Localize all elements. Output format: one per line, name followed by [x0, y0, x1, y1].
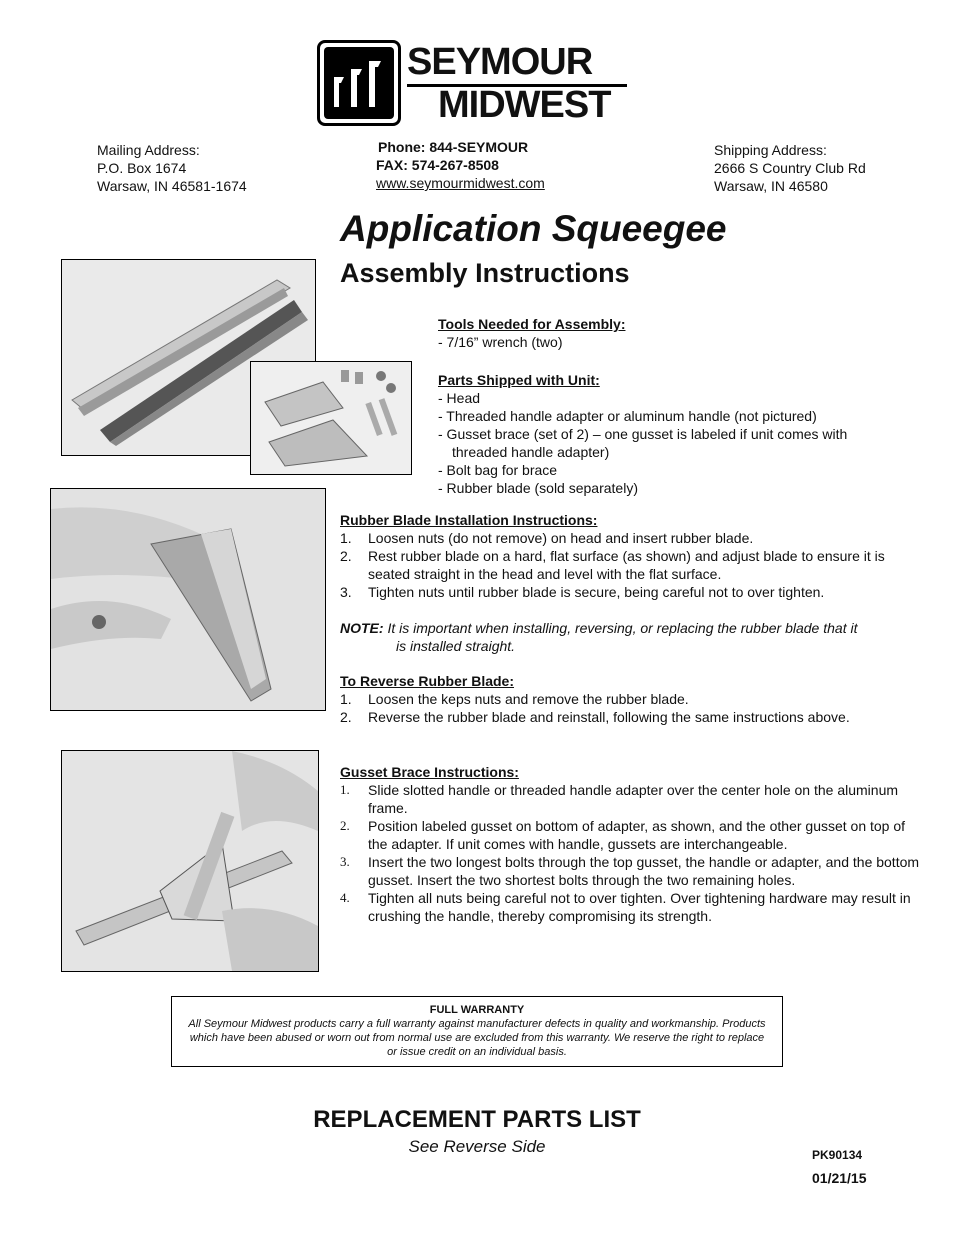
step-number: 2. [340, 709, 352, 725]
warranty-box [171, 996, 783, 1067]
reverse-section [340, 672, 924, 726]
website-link[interactable]: www.seymourmidwest.com [376, 175, 545, 191]
warranty-body: All Seymour Midwest products carry a full warranty against manufacturer defects in quality and workmanship. Products which have been abused or worn out from normal use are excluded from this warranty. We reserve the right to replace or issue credit on an individual basis. [188, 1018, 766, 1058]
replacement-heading: REPLACEMENT PARTS LIST [313, 1106, 641, 1133]
page-subtitle: Assembly Instructions [340, 258, 630, 288]
parts-item: - Gusset brace (set of 2) – one gusset is labeled if unit comes with [438, 426, 848, 442]
step-number: 4. [340, 890, 350, 905]
warranty-title: FULL WARRANTY [429, 1004, 525, 1016]
reverse-steps [340, 690, 924, 726]
step-number: 2. [340, 818, 350, 833]
phone: Phone: 844-SEYMOUR [378, 139, 529, 155]
step-text: Tighten all nuts being careful not to over tighten. Over tightening hardware may result in crushing the handle, thereby compromising its strength. [368, 890, 911, 924]
parts-item: threaded handle adapter) [452, 444, 610, 460]
step-number: 2. [340, 548, 352, 564]
fax: FAX: 574-267-8508 [376, 157, 499, 173]
gusset-step [340, 781, 920, 817]
rubber-heading: Rubber Blade Installation Instructions: [340, 512, 598, 528]
step-number: 1. [340, 530, 352, 546]
mailing-address [97, 141, 247, 195]
photo-gusset-parts [250, 361, 412, 475]
parts-item: - Rubber blade (sold separately) [438, 480, 638, 496]
replacement-sub: See Reverse Side [408, 1137, 546, 1156]
parts-item: - Threaded handle adapter or aluminum handle (not pictured) [438, 408, 817, 424]
note [340, 619, 924, 655]
gusset-step [340, 889, 920, 925]
step-number: 1. [340, 691, 352, 707]
page-title: Application Squeegee [340, 208, 727, 249]
shipping-line2: Warsaw, IN 46580 [714, 178, 828, 194]
logo-mark [317, 40, 401, 126]
gusset-heading: Gusset Brace Instructions: [340, 764, 519, 780]
parts-section [438, 371, 928, 497]
parts-item: - Head [438, 390, 481, 406]
logo-text-seymour: SEYMOUR [407, 41, 593, 83]
step-text: Slide slotted handle or threaded handle adapter over the center hole on the aluminum frame. [368, 782, 899, 816]
step-text: Position labeled gusset on bottom of adapter, as shown, and the other gusset on top of the adapter. If unit comes with handle, gussets are interchangeable. [368, 818, 906, 852]
rubber-step [340, 547, 924, 583]
step-number: 1. [340, 782, 350, 797]
mailing-line1: P.O. Box 1674 [97, 160, 187, 176]
step-text: Insert the two longest bolts through the top gusset, the handle or adapter, and the bottom gusset. Insert the two shortest bolts through the two remaining holes. [368, 854, 920, 888]
note-line2: is installed straight. [396, 638, 516, 654]
rubber-steps [340, 529, 924, 601]
parts-item: - Bolt bag for brace [438, 462, 558, 478]
tools-heading: Tools Needed for Assembly: [438, 316, 626, 332]
mailing-label: Mailing Address: [97, 142, 200, 158]
tools-item: - 7/16” wrench (two) [438, 334, 563, 350]
shipping-address [714, 141, 866, 195]
step-text: Reverse the rubber blade and reinstall, following the same instructions above. [368, 709, 850, 725]
rubber-step [340, 583, 924, 601]
step-text: Loosen nuts (do not remove) on head and insert rubber blade. [368, 530, 754, 546]
step-text: Rest rubber blade on a hard, flat surface (as shown) and adjust blade to ensure it is seated straight in the head and level with the flat surface. [368, 548, 885, 582]
note-line1: It is important when installing, reversing, or replacing the rubber blade that it [387, 620, 858, 636]
rubber-section [340, 511, 924, 655]
mailing-line2: Warsaw, IN 46581-1674 [97, 178, 247, 194]
shipping-label: Shipping Address: [714, 142, 827, 158]
note-label: NOTE: [340, 620, 384, 636]
contact-info [376, 138, 545, 192]
step-text: Tighten nuts until rubber blade is secure, being careful not to over tighten. [368, 584, 825, 600]
gusset-step [340, 817, 920, 853]
doc-date: 01/21/15 [812, 1170, 867, 1186]
gusset-section [340, 763, 920, 925]
gusset-steps [340, 781, 920, 925]
photo-gusset-install [61, 750, 319, 972]
reverse-step [340, 708, 924, 726]
step-text: Loosen the keps nuts and remove the rubber blade. [368, 691, 689, 707]
shipping-line1: 2666 S Country Club Rd [714, 160, 866, 176]
photo-blade-install [50, 488, 326, 711]
step-number: 3. [340, 584, 352, 600]
parts-heading: Parts Shipped with Unit: [438, 372, 600, 388]
logo-text-midwest: MIDWEST [438, 84, 611, 126]
tools-section [438, 315, 918, 351]
rubber-step [340, 529, 924, 547]
gusset-step [340, 853, 920, 889]
doc-code: PK90134 [812, 1148, 863, 1162]
reverse-heading: To Reverse Rubber Blade: [340, 673, 515, 689]
reverse-step [340, 690, 924, 708]
step-number: 3. [340, 854, 350, 869]
